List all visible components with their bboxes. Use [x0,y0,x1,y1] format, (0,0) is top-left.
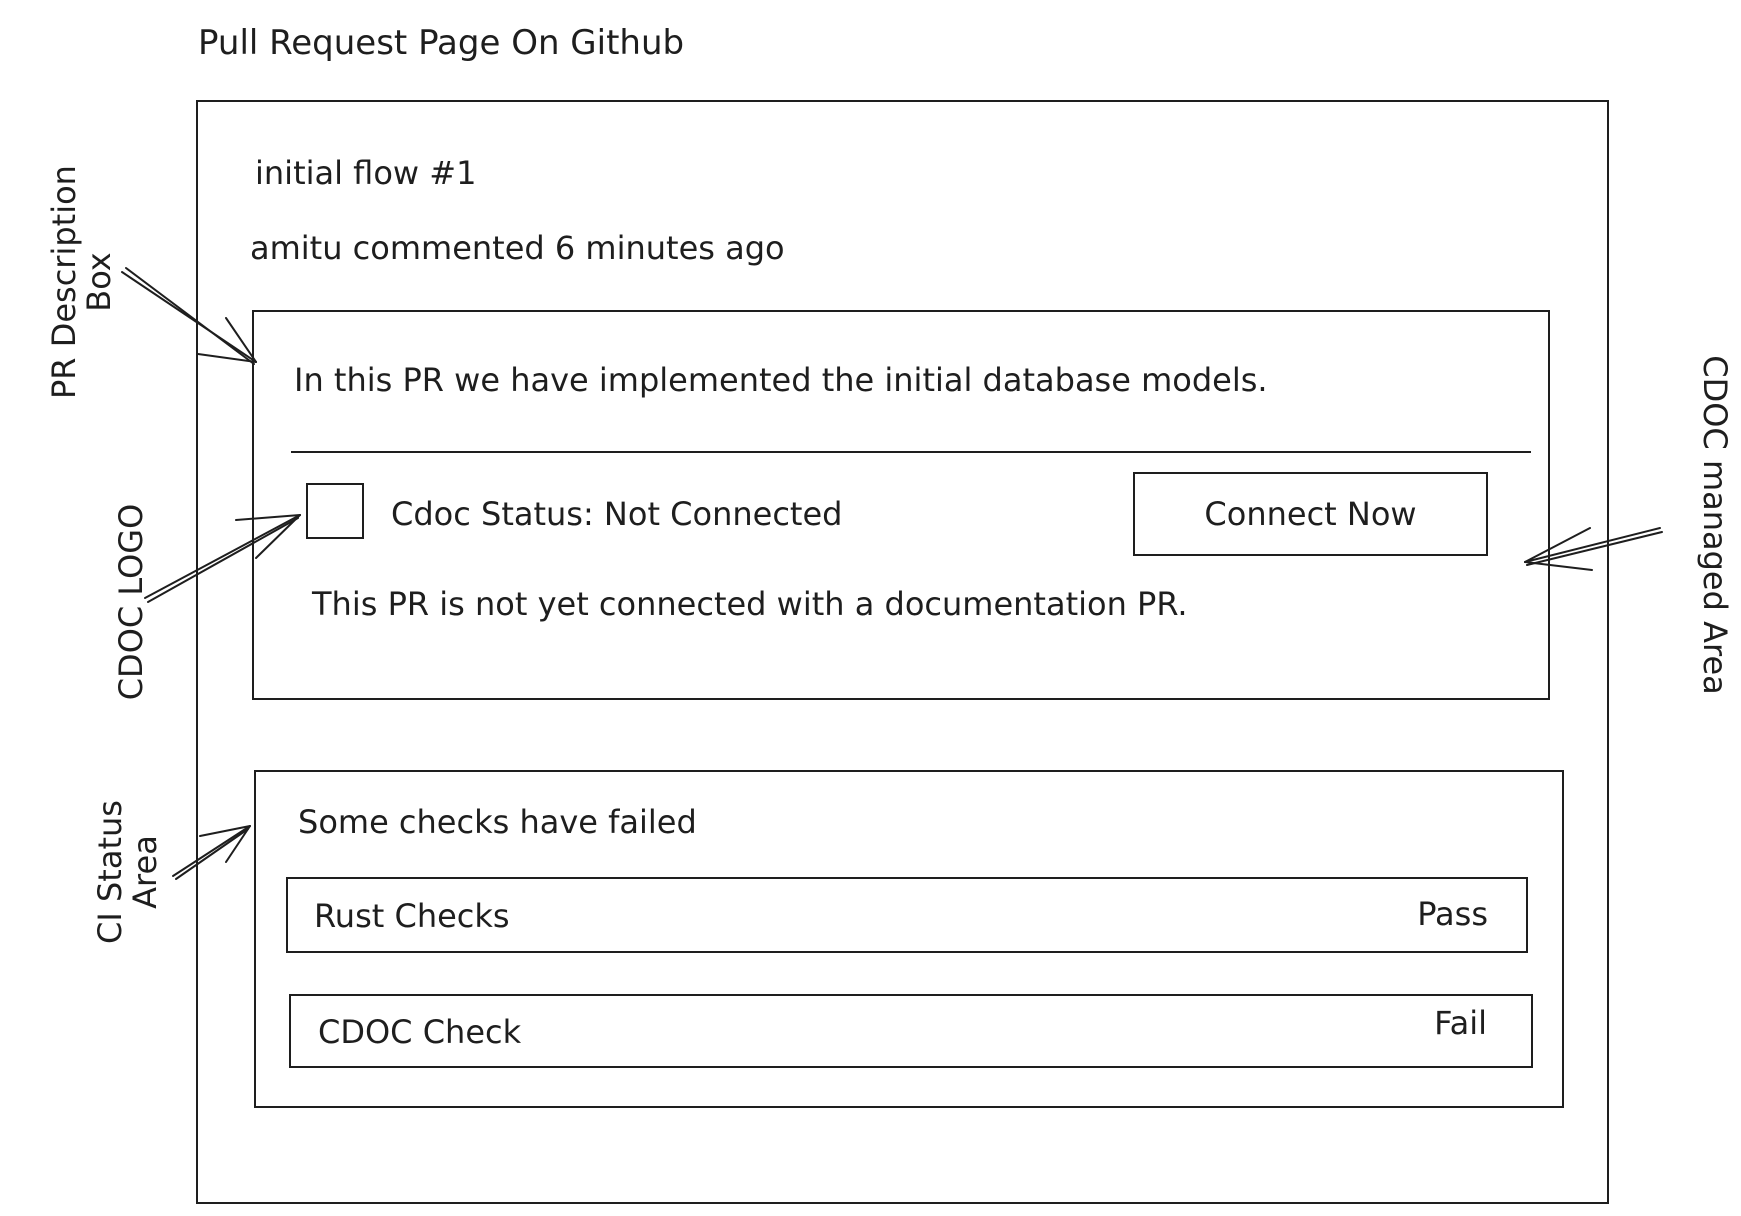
pr-description-text: In this PR we have implemented the initial database models. [294,361,1268,399]
annotation-ci-status-area-line2: Area [126,835,165,909]
ci-check-row [286,877,1528,953]
ci-check-result: Pass [1417,895,1488,933]
annotation-cdoc-managed-area: CDOC managed Area [1696,355,1734,695]
ci-summary: Some checks have failed [298,803,697,841]
ci-check-name: CDOC Check [318,1013,522,1051]
description-divider [291,451,1531,453]
ci-check-name: Rust Checks [314,897,510,935]
annotation-pr-description-box-line1: PR Description [45,165,83,399]
annotation-ci-status-area [93,767,173,977]
cdoc-logo-icon [306,483,364,539]
annotation-cdoc-logo: CDOC LOGO [112,503,150,701]
pr-title: initial flow #1 [255,154,477,192]
diagram-title: Pull Request Page On Github [198,23,685,63]
ci-check-result: Fail [1434,1004,1487,1042]
comment-meta: amitu commented 6 minutes ago [250,229,785,267]
annotation-pr-description-box [47,142,127,422]
annotation-ci-status-area-line1: CI Status [91,800,129,944]
connect-now-button-label: Connect Now [1204,495,1417,533]
annotation-pr-description-box-line2: Box [80,252,119,312]
connect-now-button[interactable] [1133,472,1488,556]
cdoc-status-text: Cdoc Status: Not Connected [391,495,843,533]
ci-check-row [289,994,1533,1068]
cdoc-connection-message: This PR is not yet connected with a documentation PR. [312,585,1188,623]
